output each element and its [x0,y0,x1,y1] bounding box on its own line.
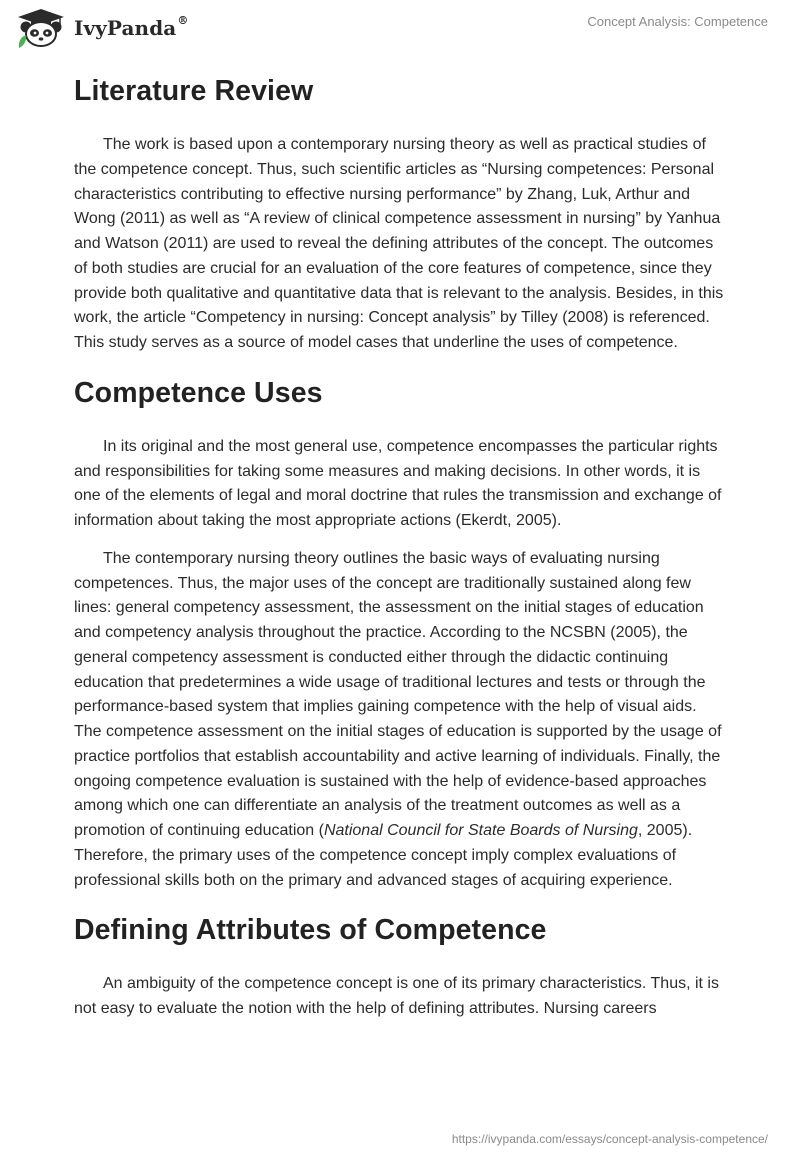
paragraph-uses-2-text-a: The contemporary nursing theory outlines the basic ways of evaluating nursing competences. Thus, the major uses of the concept are traditionally sustained along few lines: general competency assessment, the assessment on the initial stages of education and competency analysis throughout the practice. According to the NCSBN (2005), the general competency assessment is conducted either through the didactic continuing education that predetermines a wide usage of traditional lectures and tests or through the performance-based system that implies gaining competence with the help of visual aids. The competence assessment on the initial stages of education is supported by the usage of practice portfolios that establish accountability and active learning of individuals. Finally, the ongoing competence evaluation is sustained with the help of evidence-based approaches among which one can differentiate an analysis of the treatment outcomes as well as a promotion of continuing education ( [74,549,722,839]
paragraph-uses-2-citation: National Council for State Boards of Nursing [323,822,638,839]
heading-competence-uses: Competence Uses [74,376,323,409]
source-url[interactable]: https://ivypanda.com/essays/concept-analysis-competence/ [451,1132,768,1146]
paragraph-uses-1: In its original and the most general use, competence encompasses the particular rights and responsibilities for taking some measures and making decisions. In other words, it is one of the elements of legal and moral doctrine that rules the transmission and exchange of information about taking the most appropriate actions (Ekerdt, 2005). [74,437,722,529]
panda-graduate-icon [14,8,68,48]
heading-defining-attributes: Defining Attributes of Competence [74,914,547,947]
article-body [74,71,726,1022]
paragraph-attributes-1: An ambiguity of the competence concept is one of its primary characteristics. Thus, it is not easy to evaluate the notion with the help of defining attributes. Nursing careers [74,975,719,1017]
paragraph-uses-2-text-b: , 2005). Therefore, the primary uses of the competence concept imply complex evaluations of professional skills both on the primary and advanced stages of acquiring experience. [74,822,693,889]
trademark-sign: ® [177,14,189,27]
page-header [0,0,800,60]
heading-literature-review: Literature Review [74,75,314,107]
paragraph-uses-2 [74,547,726,894]
document-title: Concept Analysis: Competence [587,14,768,29]
paragraph-literature-review: The work is based upon a contemporary nursing theory as well as practical studies of the competence concept. Thus, such scientific articles as “Nursing competences: Personal characteristics contributing to effective nursing performance” by Zhang, Luk, Arthur and Wong (2011) as well as “A review of clinical competence assessment in nursing” by Yanhua and Watson (2011) are used to reveal the defining attributes of the concept. The outcomes of both studies are crucial for an evaluation of the core features of competence, since they provide both qualitative and quantitative data that is relevant to the analysis. Besides, in this work, the article “Competency in nursing: Concept analysis” by Tilley (2008) is referenced. This study serves as a source of model cases that underline the uses of competence. [74,136,724,351]
brand-name: IvyPanda® [74,14,189,40]
ivypanda-logo[interactable] [14,8,188,48]
